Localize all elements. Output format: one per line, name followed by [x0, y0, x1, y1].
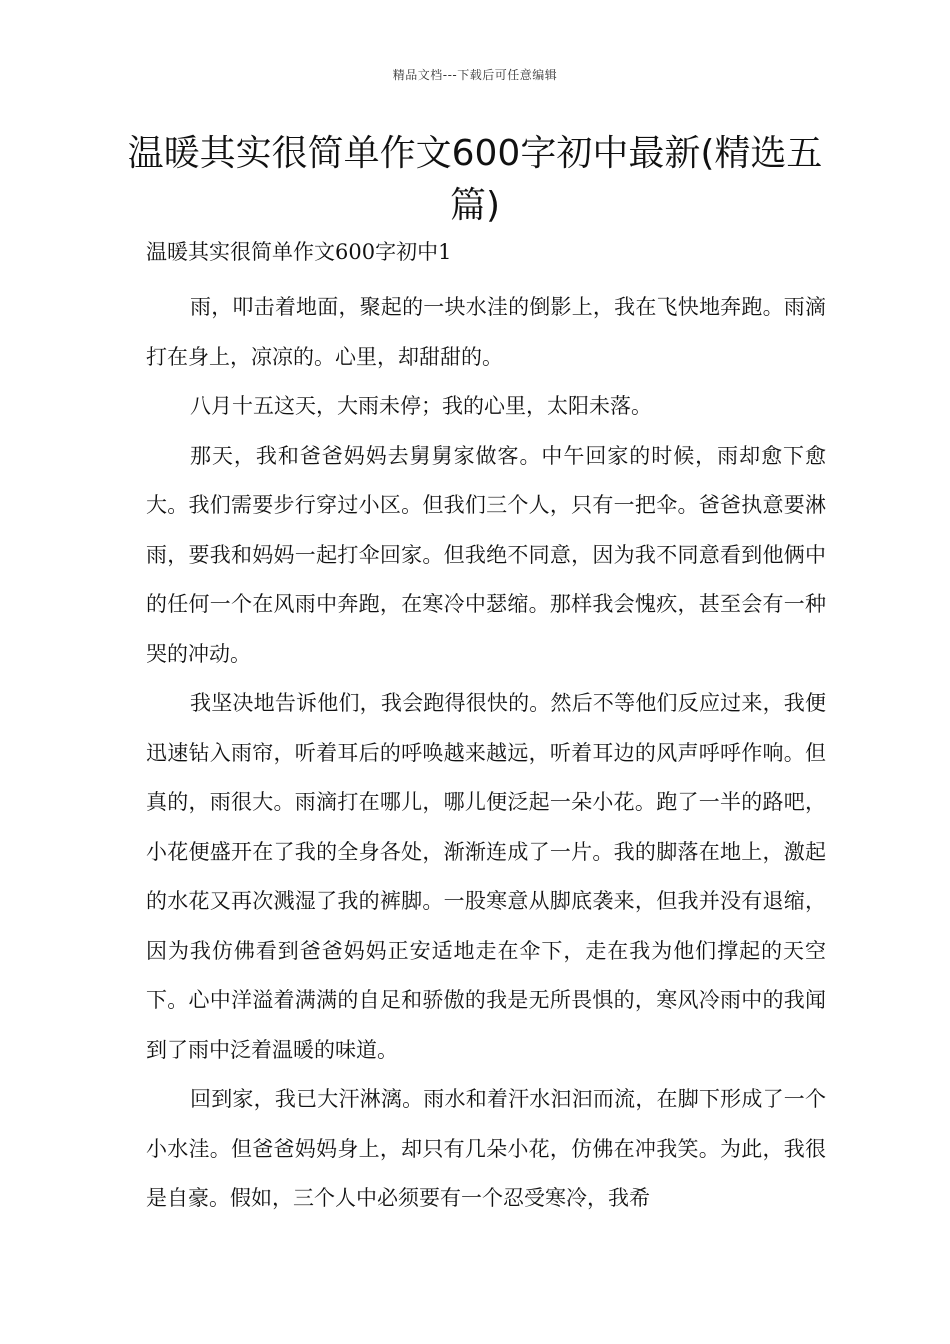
paragraph-4: 我坚决地告诉他们，我会跑得很快的。然后不等他们反应过来，我便迅速钻入雨帘，听着耳后的呼唤越来越远，听着耳边的风声呼呼作响。但真的，雨很大。雨滴打在哪儿，哪儿便泛起一朵小花。跑了一半的路吧，小花便盛开在了我的全身各处，渐渐连成了一片。我的脚落在地上，激起的水花又再次溅湿了我的裤脚。一股寒意从脚底袭来，但我并没有退缩，因为我仿佛看到爸爸妈妈正安适地走在伞下，走在我为他们撑起的天空下。心中洋溢着满满的自足和骄傲的我是无所畏惧的，寒风冷雨中的我闻到了雨中泛着温暖的味道。: [146, 691, 826, 1062]
paragraph-1: 雨，叩击着地面，聚起的一块水洼的倒影上，我在飞快地奔跑。雨滴打在身上，凉凉的。心里，却甜甜的。: [146, 295, 826, 369]
paragraph-2: 八月十五这天，大雨未停；我的心里，太阳未落。: [190, 394, 652, 418]
document-title: 温暖其实很简单作文600字初中最新(精选五篇): [127, 133, 823, 226]
paragraph-3: 那天，我和爸爸妈妈去舅舅家做客。中午回家的时候，雨却愈下愈大。我们需要步行穿过小区。但我们三个人，只有一把伞。爸爸执意要淋雨，要我和妈妈一起打伞回家。但我绝不同意，因为我不同意看到他俩中的任何一个在风雨中奔跑，在寒冷中瑟缩。那样我会愧疚，甚至会有一种哭的冲动。: [146, 443, 826, 666]
paragraph-5: 回到家，我已大汗淋漓。雨水和着汗水汩汩而流，在脚下形成了一个小水洼。但爸爸妈妈身上，却只有几朵小花，仿佛在冲我笑。为此，我很是自豪。假如，三个人中必须要有一个忍受寒冷，我希: [146, 1087, 826, 1210]
header-note: 精品文档---下载后可任意编辑: [392, 68, 558, 82]
article-body: [146, 283, 826, 1224]
section-heading: 温暖其实很简单作文600字初中1: [146, 240, 452, 264]
